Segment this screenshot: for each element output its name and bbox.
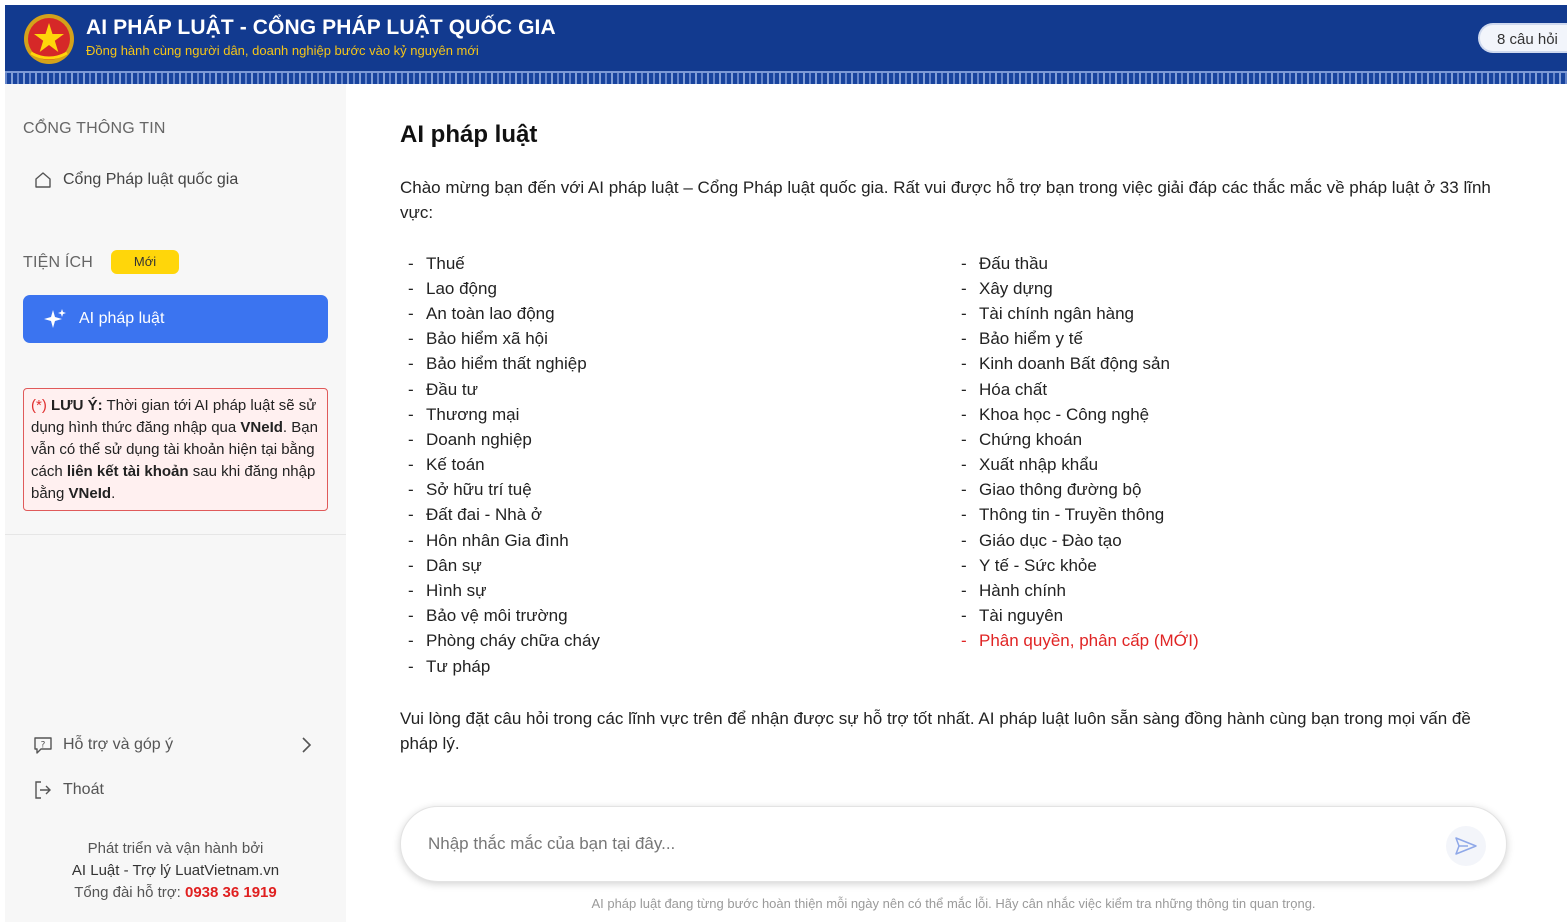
page-title: AI pháp luật (400, 121, 538, 148)
legal-field-item (400, 377, 600, 402)
legal-field-item (953, 377, 1199, 402)
site-subtitle: Đồng hành cùng người dân, doanh nghiệp bước vào kỷ nguyên mới (86, 43, 479, 58)
list-bullet: - (961, 455, 967, 475)
legal-field-label: An toàn lao động (426, 303, 555, 323)
list-bullet: - (408, 278, 414, 298)
notice-vneid: VNeId (240, 419, 283, 436)
field-list-left (400, 251, 600, 679)
legal-field-label: Tài nguyên (979, 606, 1064, 626)
legal-field-label: Hành chính (979, 581, 1066, 601)
notice-text-2: . Bạn vẫn có thể sử dụng tài khoản hiện tại bằng cách (31, 419, 318, 480)
portal-link[interactable] (33, 170, 238, 190)
credits-line-3 (5, 882, 346, 904)
credits-line-1: Phát triển và vận hành bởi (87, 840, 264, 857)
list-bullet: - (408, 379, 414, 399)
list-bullet: - (961, 429, 967, 449)
legal-field-label: Dân sự (426, 555, 482, 575)
list-bullet: - (408, 555, 414, 575)
legal-field-item (953, 553, 1199, 578)
send-button[interactable] (1446, 826, 1486, 866)
notice-text-1: Thời gian tới AI pháp luật sẽ sử dụng hình thức đăng nhập qua (31, 397, 317, 436)
list-bullet: - (408, 455, 414, 475)
legal-field-label: Bảo vệ môi trường (426, 606, 568, 626)
section-title-tools: TIỆN ÍCH (23, 254, 94, 271)
legal-field-item (400, 301, 600, 326)
notice-text-4: . (111, 485, 116, 502)
list-bullet: - (961, 530, 967, 550)
question-input[interactable] (428, 829, 1428, 859)
ai-law-button[interactable] (23, 295, 328, 343)
list-bullet: - (961, 329, 967, 349)
site-title: AI PHÁP LUẬT - CỔNG PHÁP LUẬT QUỐC GIA (86, 16, 556, 39)
legal-field-item (400, 654, 600, 679)
list-bullet: - (961, 278, 967, 298)
section-title-info: CỔNG THÔNG TIN (23, 120, 166, 137)
legal-field-label: Kế toán (426, 455, 485, 475)
list-bullet: - (961, 505, 967, 525)
portal-link-label: Cổng Pháp luật quốc gia (63, 171, 239, 188)
list-bullet: - (408, 329, 414, 349)
legal-field-label: Thương mại (426, 404, 520, 424)
legal-field-item (953, 402, 1199, 427)
legal-field-label: Lao động (426, 278, 497, 298)
notice-vneid-2: VNeId (68, 485, 112, 502)
svg-text:?: ? (40, 740, 46, 751)
intro-text: Chào mừng bạn đến với AI pháp luật – Cổng Pháp luật quốc gia. Rất vui được hỗ trợ bạn trong việc giải đáp các thắc mắc về pháp luật ở 33 lĩnh vực: (400, 178, 1491, 222)
list-bullet: - (408, 354, 414, 374)
legal-field-label: Kinh doanh Bất động sản (979, 354, 1170, 374)
main-content (346, 84, 1567, 922)
legal-field-label: Y tế - Sức khỏe (979, 555, 1097, 575)
notice-asterisk: (*) (31, 397, 47, 414)
support-feedback-link[interactable] (33, 732, 313, 758)
chat-input-box (400, 806, 1507, 882)
legal-field-label: Bảo hiểm y tế (979, 329, 1083, 349)
ai-disclaimer: AI pháp luật đang từng bước hoàn thiện mỗi ngày nên có thể mắc lỗi. Hãy cân nhắc việc kiểm tra những thông tin quan trọng. (591, 896, 1316, 911)
legal-field-label: Đầu tư (426, 379, 479, 399)
legal-field-item (953, 453, 1199, 478)
list-bullet: - (408, 505, 414, 525)
site-header (5, 5, 1567, 84)
legal-field-label: Xây dựng (979, 278, 1053, 298)
legal-field-label: Phân quyền, phân cấp (MỚI) (979, 631, 1199, 651)
legal-field-item (400, 528, 600, 553)
legal-field-item (400, 276, 600, 301)
ai-law-button-label: AI pháp luật (79, 310, 165, 327)
legal-field-item (400, 402, 600, 427)
legal-field-label: Thông tin - Truyền thông (979, 505, 1165, 525)
list-bullet: - (961, 379, 967, 399)
legal-field-label: Chứng khoán (979, 429, 1083, 449)
legal-field-label: Tài chính ngân hàng (979, 303, 1135, 323)
legal-field-item (953, 629, 1199, 654)
legal-field-item (400, 352, 600, 377)
sparkle-icon (43, 307, 67, 331)
list-bullet: - (961, 581, 967, 601)
login-notice (23, 388, 328, 511)
legal-field-item (400, 251, 600, 276)
legal-field-label: Đấu thầu (979, 253, 1048, 273)
field-list-right (953, 251, 1199, 654)
legal-field-item (953, 528, 1199, 553)
list-bullet: - (408, 404, 414, 424)
list-bullet: - (408, 631, 414, 651)
support-feedback-label: Hỗ trợ và góp ý (63, 736, 174, 753)
logout-link[interactable] (33, 780, 104, 800)
legal-field-item (953, 352, 1199, 377)
legal-field-item (400, 629, 600, 654)
list-bullet: - (961, 555, 967, 575)
legal-field-item (953, 478, 1199, 503)
legal-field-item (400, 604, 600, 629)
list-bullet: - (408, 656, 414, 676)
credits (5, 838, 346, 904)
legal-field-label: Hóa chất (979, 379, 1048, 399)
list-bullet: - (961, 303, 967, 323)
notice-link-account: liên kết tài khoản (66, 463, 189, 480)
legal-field-label: Giáo dục - Đào tạo (979, 530, 1122, 550)
list-bullet: - (408, 530, 414, 550)
list-bullet: - (961, 354, 967, 374)
hotline-number[interactable]: 0938 36 1919 (184, 884, 277, 901)
legal-field-label: Đất đai - Nhà ở (426, 505, 543, 525)
notice-text-3: sau khi đăng nhập bằng (31, 463, 316, 502)
legal-field-item (953, 301, 1199, 326)
home-icon (33, 170, 53, 190)
legal-field-label: Hôn nhân Gia đình (426, 530, 569, 550)
legal-field-item (953, 251, 1199, 276)
legal-field-item (400, 503, 600, 528)
chevron-right-icon (299, 735, 313, 755)
help-chat-icon (33, 735, 53, 755)
legal-field-label: Tư pháp (426, 656, 491, 676)
legal-field-item (400, 553, 600, 578)
logout-icon (33, 780, 53, 800)
list-bullet: - (408, 253, 414, 273)
legal-field-label: Khoa học - Công nghệ (979, 404, 1150, 424)
legal-field-item (400, 478, 600, 503)
list-bullet: - (961, 253, 967, 273)
legal-field-item (400, 453, 600, 478)
new-badge: Mới (111, 250, 179, 274)
legal-field-item (953, 327, 1199, 352)
logout-label: Thoát (63, 781, 104, 798)
outro-text: Vui lòng đặt câu hỏi trong các lĩnh vực trên để nhận được sự hỗ trợ tốt nhất. AI pháp luật luôn sẵn sàng đồng hành cùng bạn trong mọi vấn đề pháp lý. (400, 709, 1471, 753)
list-bullet: - (408, 429, 414, 449)
legal-field-item (953, 427, 1199, 452)
credits-line-2: AI Luật - Trợ lý LuatVietnam.vn (71, 862, 280, 879)
legal-field-item (400, 578, 600, 603)
legal-field-item (400, 427, 600, 452)
legal-field-label: Hình sự (426, 581, 487, 601)
list-bullet: - (961, 404, 967, 424)
legal-field-item (953, 578, 1199, 603)
send-icon (1454, 834, 1478, 858)
list-bullet: - (408, 606, 414, 626)
legal-field-label: Sở hữu trí tuệ (426, 480, 532, 500)
list-bullet: - (408, 480, 414, 500)
notice-label: LƯU Ý: (51, 397, 103, 414)
sidebar-divider (5, 534, 346, 535)
legal-field-label: Phòng cháy chữa cháy (426, 631, 600, 651)
sidebar (5, 84, 346, 922)
legal-field-label: Bảo hiểm thất nghiệp (426, 354, 587, 374)
legal-field-item (953, 503, 1199, 528)
legal-field-label: Thuế (426, 253, 465, 273)
list-bullet: - (408, 581, 414, 601)
list-bullet: - (961, 606, 967, 626)
national-emblem-icon (23, 13, 75, 65)
legal-field-label: Xuất nhập khẩu (979, 455, 1099, 475)
list-bullet: - (961, 631, 967, 651)
legal-field-label: Giao thông đường bộ (979, 480, 1142, 500)
header-pattern-strip (5, 73, 1567, 84)
question-quota-badge[interactable]: 8 câu hỏi (1478, 23, 1567, 53)
legal-field-item (953, 276, 1199, 301)
hotline-label: Tổng đài hỗ trợ: (74, 884, 185, 901)
legal-field-item (400, 327, 600, 352)
legal-field-label: Doanh nghiệp (426, 429, 532, 449)
list-bullet: - (408, 303, 414, 323)
legal-field-label: Bảo hiểm xã hội (426, 329, 548, 349)
legal-field-item (953, 604, 1199, 629)
list-bullet: - (961, 480, 967, 500)
